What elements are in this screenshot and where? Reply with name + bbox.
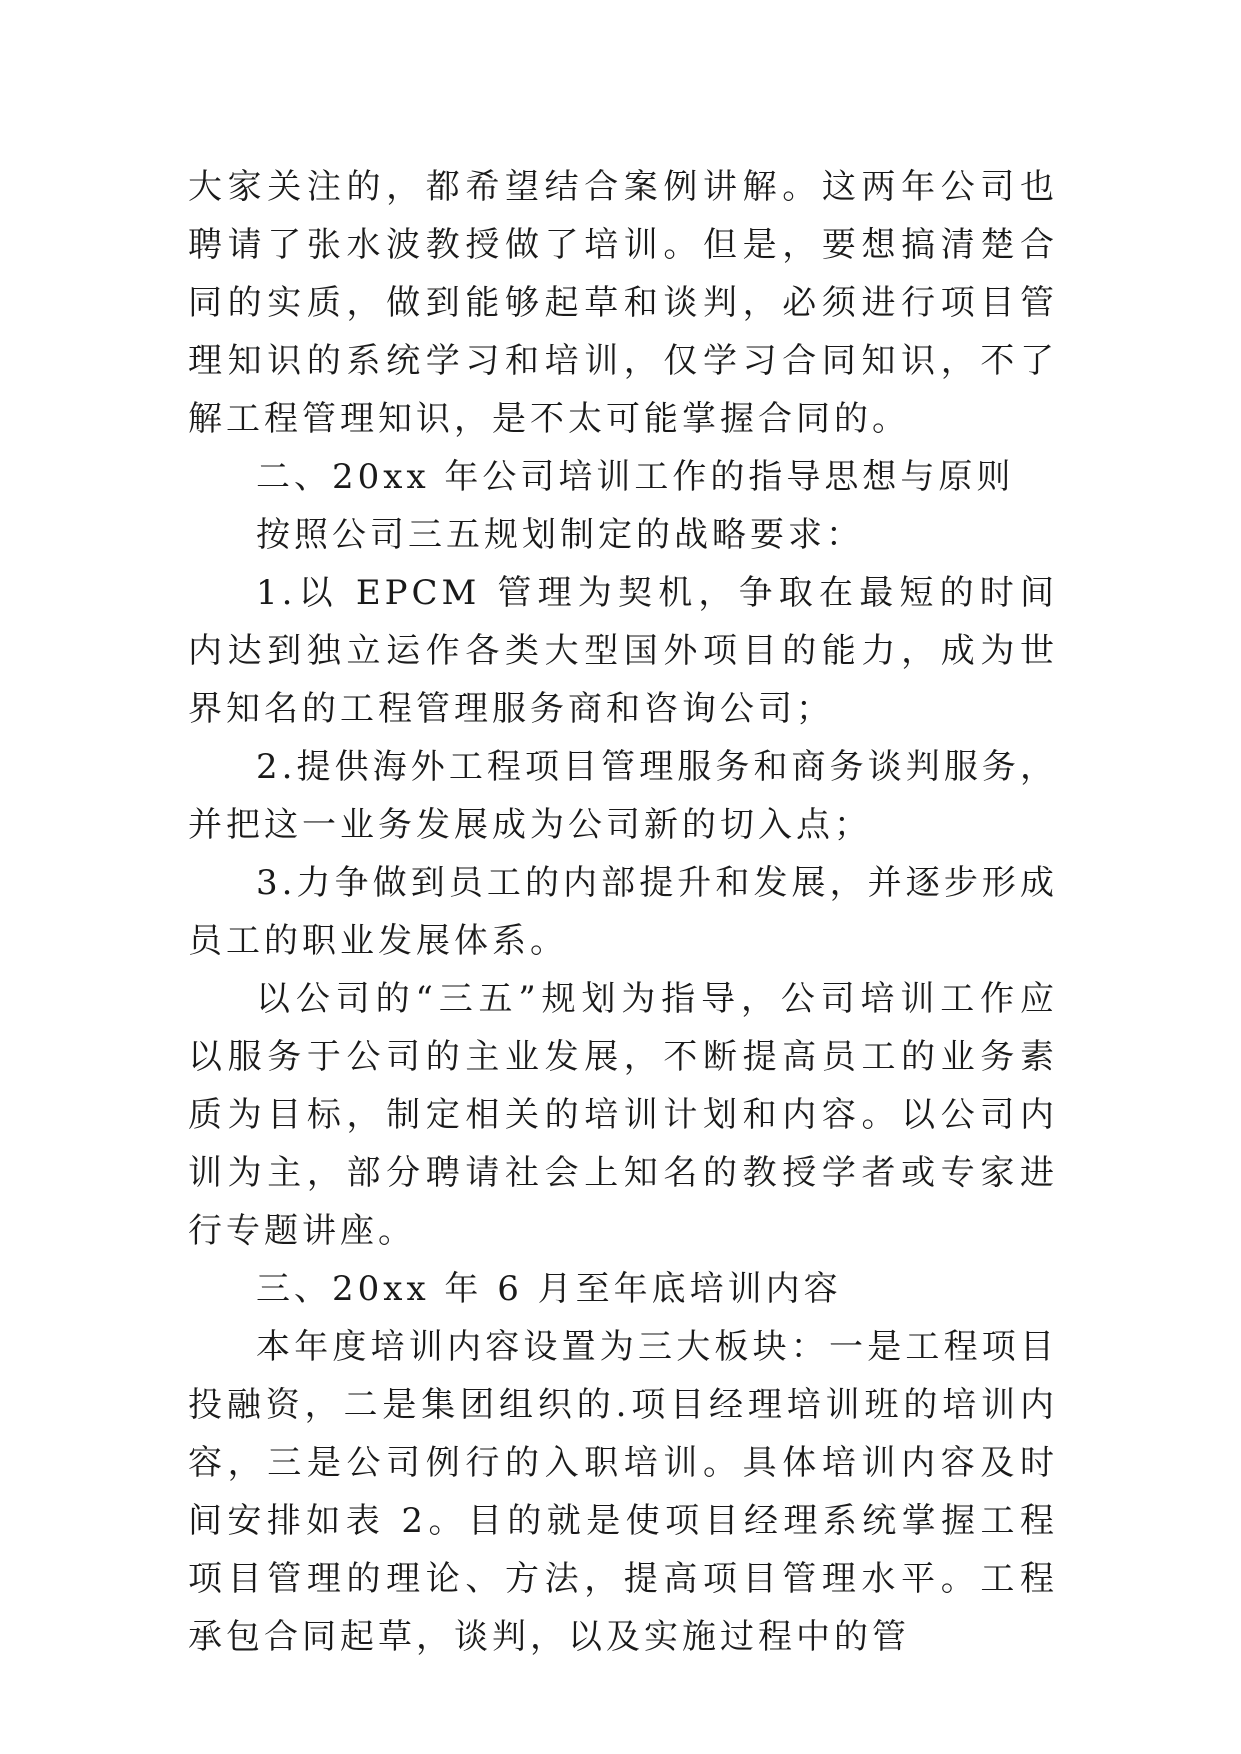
section-heading: 二、20xx 年公司培训工作的指导思想与原则 (256, 457, 1015, 497)
paragraph: 本年度培训内容设置为三大板块：一是工程项目投融资，二是集团组织的.项目经理培训班的培训内容，三是公司例行的入职培训。具体培训内容及时间安排如表 2。目的就是使项目经理系统掌握工程项目管理的理论、方法，提高项目管理水平。工程承包合同起草，谈判，以及实施过程中的管 (188, 1327, 1058, 1657)
list-item: 2.提供海外工程项目管理服务和商务谈判服务，并把这一业务发展成为公司新的切入点； (188, 747, 1058, 845)
paragraph: 大家关注的，都希望结合案例讲解。这两年公司也聘请了张水波教授做了培训。但是，要想搞清楚合同的实质，做到能够起草和谈判，必须进行项目管理知识的系统学习和培训，仅学习合同知识，不了解工程管理知识，是不太可能掌握合同的。 (188, 167, 1058, 439)
section-heading: 三、20xx 年 6 月至年底培训内容 (256, 1269, 842, 1309)
paragraph: 按照公司三五规划制定的战略要求： (256, 515, 864, 555)
list-item: 1.以 EPCM 管理为契机，争取在最短的时间内达到独立运作各类大型国外项目的能力，成为世界知名的工程管理服务商和咨询公司； (188, 573, 1058, 729)
document-body (188, 158, 1058, 1666)
paragraph: 以公司的“三五”规划为指导，公司培训工作应以服务于公司的主业发展，不断提高员工的业务素质为目标，制定相关的培训计划和内容。以公司内训为主，部分聘请社会上知名的教授学者或专家进行专题讲座。 (188, 979, 1058, 1251)
list-item: 3.力争做到员工的内部提升和发展，并逐步形成员工的职业发展体系。 (188, 863, 1058, 961)
